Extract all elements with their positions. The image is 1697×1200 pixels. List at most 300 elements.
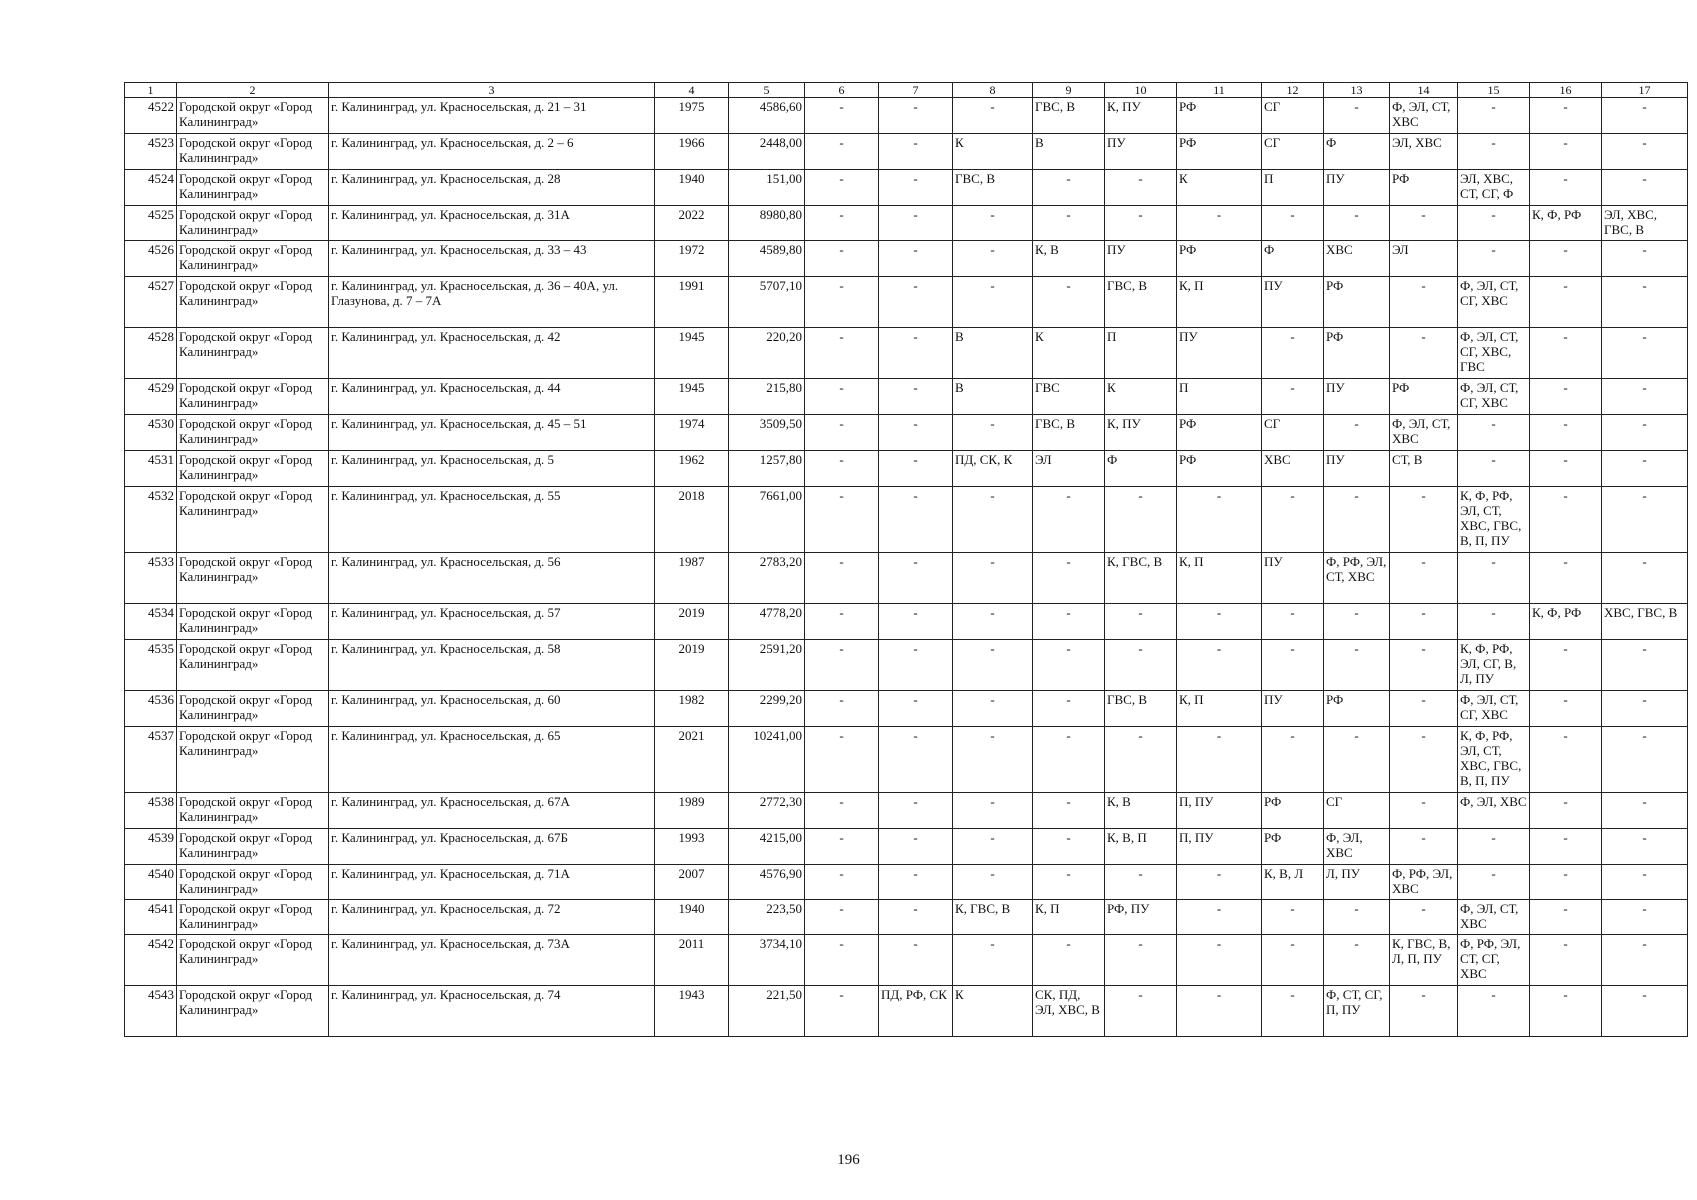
municipality-cell: Городской округ «Город Калининград» [177,134,329,170]
work-period-cell: - [1324,900,1390,935]
work-period-cell: К, П [1033,900,1105,935]
work-period-cell: РФ [1324,328,1390,379]
work-period-cell: - [805,640,879,691]
table-row [125,487,1688,553]
work-period-cell: - [879,829,953,865]
year-cell: 1962 [655,451,729,487]
work-period-cell: - [1177,900,1262,935]
work-period-cell: - [1105,206,1177,241]
address-cell: г. Калининград, ул. Красносельская, д. 33 – 43 [329,241,655,277]
work-period-cell: - [1177,935,1262,986]
row-number-cell: 4526 [125,241,177,277]
table-row [125,986,1688,1037]
work-period-cell: П [1105,328,1177,379]
work-period-cell: - [1458,134,1530,170]
year-cell: 1974 [655,415,729,451]
year-cell: 1993 [655,829,729,865]
row-number-cell: 4528 [125,328,177,379]
table-row [125,170,1688,206]
work-period-cell: - [1602,727,1688,793]
municipality-cell: Городской округ «Город Калининград» [177,604,329,640]
column-number-header: 17 [1602,83,1688,98]
year-cell: 2021 [655,727,729,793]
table-row [125,206,1688,241]
work-period-cell: ГВС, В [953,170,1033,206]
address-cell: г. Калининград, ул. Красносельская, д. 28 [329,170,655,206]
column-number-header: 12 [1262,83,1324,98]
area-cell: 221,50 [729,986,805,1037]
work-period-cell: Ф, РФ, ЭЛ, СТ, ХВС [1324,553,1390,604]
table-row [125,451,1688,487]
work-period-cell: - [1033,604,1105,640]
year-cell: 2022 [655,206,729,241]
row-number-cell: 4539 [125,829,177,865]
work-period-cell: Ф, ЭЛ, ХВС [1324,829,1390,865]
work-period-cell: К [1177,170,1262,206]
work-period-cell: - [1530,98,1602,134]
work-period-cell: ПУ [1105,241,1177,277]
address-cell: г. Калининград, ул. Красносельская, д. 31А [329,206,655,241]
work-period-cell: - [1033,277,1105,328]
column-number-header: 13 [1324,83,1390,98]
work-period-cell: - [1324,206,1390,241]
address-cell: г. Калининград, ул. Красносельская, д. 73А [329,935,655,986]
work-period-cell: - [1530,487,1602,553]
work-period-cell: - [953,604,1033,640]
work-period-cell: ХВС [1262,451,1324,487]
column-number-header: 4 [655,83,729,98]
address-cell: г. Калининград, ул. Красносельская, д. 44 [329,379,655,415]
work-period-cell: - [805,328,879,379]
work-period-cell: - [1033,793,1105,829]
work-period-cell: - [1324,727,1390,793]
work-period-cell: Ф, ЭЛ, ХВС [1458,793,1530,829]
work-period-cell: - [953,241,1033,277]
year-cell: 2007 [655,865,729,900]
work-period-cell: - [805,487,879,553]
work-period-cell: В [1033,134,1105,170]
work-period-cell: ХВС, ГВС, В [1602,604,1688,640]
municipality-cell: Городской округ «Город Калининград» [177,487,329,553]
work-period-cell: - [1177,640,1262,691]
work-period-cell: К, П [1177,553,1262,604]
table-row [125,379,1688,415]
table-row [125,604,1688,640]
work-period-cell: - [1262,487,1324,553]
area-cell: 3509,50 [729,415,805,451]
table-row [125,328,1688,379]
work-period-cell: - [1530,379,1602,415]
municipality-cell: Городской округ «Город Калининград» [177,170,329,206]
address-cell: г. Калининград, ул. Красносельская, д. 36 – 40А, ул. Глазунова, д. 7 – 7А [329,277,655,328]
work-period-cell: В [953,379,1033,415]
work-period-cell: ЭЛ, ХВС, ГВС, В [1602,206,1688,241]
work-period-cell: ПУ [1262,277,1324,328]
work-period-cell: П, ПУ [1177,829,1262,865]
work-period-cell: - [1105,170,1177,206]
work-period-cell: ГВС, В [1105,277,1177,328]
address-cell: г. Калининград, ул. Красносельская, д. 65 [329,727,655,793]
address-cell: г. Калининград, ул. Красносельская, д. 5 [329,451,655,487]
work-period-cell: - [1458,986,1530,1037]
work-period-cell: - [805,379,879,415]
row-number-cell: 4542 [125,935,177,986]
work-period-cell: - [1177,727,1262,793]
work-period-cell: - [1602,98,1688,134]
work-period-cell: РФ [1177,451,1262,487]
municipality-cell: Городской округ «Город Калининград» [177,865,329,900]
row-number-cell: 4534 [125,604,177,640]
area-cell: 151,00 [729,170,805,206]
address-cell: г. Калининград, ул. Красносельская, д. 72 [329,900,655,935]
work-period-cell: РФ [1390,379,1458,415]
work-period-cell: - [1033,206,1105,241]
work-period-cell: - [1177,487,1262,553]
work-period-cell: - [1324,604,1390,640]
work-period-cell: СГ [1262,98,1324,134]
column-number-header: 1 [125,83,177,98]
work-period-cell: - [1390,487,1458,553]
work-period-cell: - [1177,986,1262,1037]
work-period-cell: Ф, ЭЛ, СТ, ХВС [1390,98,1458,134]
work-period-cell: - [1177,865,1262,900]
work-period-cell: - [1390,986,1458,1037]
work-period-cell: - [1324,415,1390,451]
year-cell: 1943 [655,986,729,1037]
row-number-cell: 4525 [125,206,177,241]
work-period-cell: - [1324,935,1390,986]
work-period-cell: - [1602,640,1688,691]
work-period-cell: - [1262,379,1324,415]
work-period-cell: - [953,415,1033,451]
address-cell: г. Калининград, ул. Красносельская, д. 74 [329,986,655,1037]
address-cell: г. Калининград, ул. Красносельская, д. 71А [329,865,655,900]
work-period-cell: - [1033,553,1105,604]
work-period-cell: - [805,277,879,328]
work-period-cell: - [805,170,879,206]
work-period-cell: К [1033,328,1105,379]
work-period-cell: - [1033,487,1105,553]
work-period-cell: - [953,640,1033,691]
table-row [125,640,1688,691]
row-number-cell: 4543 [125,986,177,1037]
area-cell: 7661,00 [729,487,805,553]
row-number-cell: 4523 [125,134,177,170]
year-cell: 1991 [655,277,729,328]
work-period-cell: ПД, СК, К [953,451,1033,487]
work-period-cell: К, Ф, РФ, ЭЛ, СТ, ХВС, ГВС, В, П, ПУ [1458,727,1530,793]
area-cell: 4778,20 [729,604,805,640]
column-number-header: 8 [953,83,1033,98]
work-period-cell: ГВС, В [1033,98,1105,134]
year-cell: 1972 [655,241,729,277]
work-period-cell: К [1105,379,1177,415]
area-cell: 3734,10 [729,935,805,986]
work-period-cell: - [953,935,1033,986]
area-cell: 2783,20 [729,553,805,604]
work-period-cell: - [879,865,953,900]
column-number-header: 7 [879,83,953,98]
work-period-cell: - [805,727,879,793]
address-cell: г. Калининград, ул. Красносельская, д. 2 – 6 [329,134,655,170]
area-cell: 5707,10 [729,277,805,328]
work-period-cell: К, В [1105,793,1177,829]
row-number-cell: 4530 [125,415,177,451]
work-period-cell: К, П [1177,691,1262,727]
work-period-cell: - [1390,277,1458,328]
work-period-cell: - [1458,98,1530,134]
work-period-cell: - [1262,935,1324,986]
work-period-cell: - [1105,986,1177,1037]
work-period-cell: - [953,829,1033,865]
work-period-cell: - [879,935,953,986]
address-cell: г. Калининград, ул. Красносельская, д. 42 [329,328,655,379]
work-period-cell: ГВС [1033,379,1105,415]
work-period-cell: - [1458,206,1530,241]
work-period-cell: К, ПУ [1105,415,1177,451]
work-period-cell: - [1530,241,1602,277]
row-number-cell: 4527 [125,277,177,328]
work-period-cell: - [805,553,879,604]
table-row [125,900,1688,935]
year-cell: 1989 [655,793,729,829]
work-period-cell: П, ПУ [1177,793,1262,829]
work-period-cell: - [1033,829,1105,865]
work-period-cell: - [1530,935,1602,986]
work-period-cell: РФ [1177,134,1262,170]
work-period-cell: СГ [1262,134,1324,170]
column-number-header: 3 [329,83,655,98]
work-period-cell: ПУ [1324,379,1390,415]
year-cell: 2011 [655,935,729,986]
work-period-cell: К, В, Л [1262,865,1324,900]
column-number-header: 14 [1390,83,1458,98]
work-period-cell: К, ГВС, В, Л, П, ПУ [1390,935,1458,986]
year-cell: 1966 [655,134,729,170]
work-period-cell: - [1602,328,1688,379]
row-number-cell: 4529 [125,379,177,415]
work-period-cell: - [1602,691,1688,727]
work-period-cell: - [805,98,879,134]
work-period-cell: - [879,241,953,277]
work-period-cell: - [1390,604,1458,640]
work-period-cell: ЭЛ [1390,241,1458,277]
work-period-cell: - [1530,553,1602,604]
work-period-cell: РФ [1390,170,1458,206]
work-period-cell: - [1033,727,1105,793]
work-period-cell: - [879,691,953,727]
work-period-cell: - [805,241,879,277]
work-period-cell: - [953,793,1033,829]
work-period-cell: - [1530,640,1602,691]
work-period-cell: - [879,206,953,241]
table-row [125,241,1688,277]
work-period-cell: - [1602,793,1688,829]
work-period-cell: - [1105,604,1177,640]
work-period-cell: - [1390,553,1458,604]
work-period-cell: - [805,900,879,935]
municipality-cell: Городской округ «Город Калининград» [177,451,329,487]
municipality-cell: Городской округ «Город Калининград» [177,206,329,241]
column-number-header-row [125,83,1688,98]
work-period-cell: - [1324,640,1390,691]
work-period-cell: Ф, ЭЛ, СТ, СГ, ХВС [1458,379,1530,415]
work-period-cell: - [879,553,953,604]
work-period-cell: - [1390,829,1458,865]
work-period-cell: - [1033,865,1105,900]
year-cell: 1982 [655,691,729,727]
work-period-cell: - [1458,451,1530,487]
work-period-cell: - [1390,727,1458,793]
work-period-cell: ЭЛ, ХВС [1390,134,1458,170]
work-period-cell: - [1390,640,1458,691]
work-period-cell: - [879,379,953,415]
work-period-cell: - [1324,98,1390,134]
work-period-cell: - [1390,691,1458,727]
work-period-cell: Ф, ЭЛ, СТ, СГ, ХВС [1458,277,1530,328]
municipality-cell: Городской округ «Город Калининград» [177,379,329,415]
column-number-header: 15 [1458,83,1530,98]
data-table [124,82,1688,1037]
work-period-cell: - [1262,986,1324,1037]
area-cell: 2299,20 [729,691,805,727]
work-period-cell: - [805,829,879,865]
work-period-cell: - [879,604,953,640]
table-row [125,415,1688,451]
municipality-cell: Городской округ «Город Калининград» [177,727,329,793]
column-number-header: 10 [1105,83,1177,98]
work-period-cell: ГВС, В [1033,415,1105,451]
work-period-cell: - [1262,604,1324,640]
year-cell: 2019 [655,640,729,691]
year-cell: 2019 [655,604,729,640]
work-period-cell: - [805,134,879,170]
municipality-cell: Городской округ «Город Калининград» [177,793,329,829]
work-period-cell: - [1105,640,1177,691]
municipality-cell: Городской округ «Город Калининград» [177,415,329,451]
work-period-cell: - [879,900,953,935]
work-period-cell: - [1530,793,1602,829]
work-period-cell: - [1602,277,1688,328]
work-period-cell: СГ [1262,415,1324,451]
work-period-cell: К, Ф, РФ [1530,604,1602,640]
work-period-cell: - [879,134,953,170]
work-period-cell: Ф, РФ, ЭЛ, СТ, СГ, ХВС [1458,935,1530,986]
work-period-cell: - [1530,986,1602,1037]
work-period-cell: - [1105,727,1177,793]
area-cell: 4576,90 [729,865,805,900]
work-period-cell: К, ГВС, В [1105,553,1177,604]
work-period-cell: - [953,98,1033,134]
column-number-header: 11 [1177,83,1262,98]
work-period-cell: - [1530,727,1602,793]
work-period-cell: - [805,415,879,451]
work-period-cell: - [1262,640,1324,691]
work-period-cell: Ф, ЭЛ, СТ, СГ, ХВС, ГВС [1458,328,1530,379]
row-number-cell: 4524 [125,170,177,206]
address-cell: г. Калининград, ул. Красносельская, д. 67Б [329,829,655,865]
address-cell: г. Калининград, ул. Красносельская, д. 57 [329,604,655,640]
year-cell: 2018 [655,487,729,553]
column-number-header: 2 [177,83,329,98]
work-period-cell: К, П [1177,277,1262,328]
table-row [125,134,1688,170]
address-cell: г. Калининград, ул. Красносельская, д. 55 [329,487,655,553]
work-period-cell: К, ГВС, В [953,900,1033,935]
municipality-cell: Городской округ «Город Калининград» [177,328,329,379]
work-period-cell: П [1262,170,1324,206]
work-period-cell: - [1390,206,1458,241]
work-period-cell: - [1390,793,1458,829]
municipality-cell: Городской округ «Город Калининград» [177,986,329,1037]
work-period-cell: - [879,98,953,134]
work-period-cell: - [879,415,953,451]
area-cell: 2448,00 [729,134,805,170]
work-period-cell: - [805,865,879,900]
row-number-cell: 4537 [125,727,177,793]
municipality-cell: Городской округ «Город Калининград» [177,829,329,865]
work-period-cell: - [879,640,953,691]
address-cell: г. Калининград, ул. Красносельская, д. 67А [329,793,655,829]
work-period-cell: Ф, ЭЛ, СТ, ХВС [1458,900,1530,935]
work-period-cell: - [879,727,953,793]
work-period-cell: - [1530,277,1602,328]
work-period-cell: - [1390,328,1458,379]
work-period-cell: СТ, В [1390,451,1458,487]
work-period-cell: - [1033,640,1105,691]
column-number-header: 9 [1033,83,1105,98]
work-period-cell: - [1602,900,1688,935]
work-period-cell: - [1177,604,1262,640]
work-period-cell: Ф, СТ, СГ, П, ПУ [1324,986,1390,1037]
work-period-cell: ПУ [1262,691,1324,727]
year-cell: 1945 [655,328,729,379]
table-body [125,98,1688,1037]
row-number-cell: 4532 [125,487,177,553]
work-period-cell: ПУ [1262,553,1324,604]
municipality-cell: Городской округ «Город Калининград» [177,241,329,277]
work-period-cell: - [1602,415,1688,451]
work-period-cell: - [879,170,953,206]
work-period-cell: СГ [1324,793,1390,829]
year-cell: 1987 [655,553,729,604]
area-cell: 8980,80 [729,206,805,241]
municipality-cell: Городской округ «Город Калининград» [177,98,329,134]
work-period-cell: - [1262,900,1324,935]
work-period-cell: - [1458,241,1530,277]
work-period-cell: К [953,134,1033,170]
work-period-cell: К, Ф, РФ [1530,206,1602,241]
work-period-cell: - [805,604,879,640]
work-period-cell: РФ [1177,241,1262,277]
work-period-cell: Ф [1262,241,1324,277]
work-period-cell: - [1262,328,1324,379]
work-period-cell: В [953,328,1033,379]
work-period-cell: П [1177,379,1262,415]
area-cell: 220,20 [729,328,805,379]
work-period-cell: - [953,206,1033,241]
work-period-cell: - [1033,691,1105,727]
work-period-cell: - [953,865,1033,900]
area-cell: 4215,00 [729,829,805,865]
table-row [125,935,1688,986]
work-period-cell: - [805,691,879,727]
row-number-cell: 4540 [125,865,177,900]
work-period-cell: - [953,487,1033,553]
work-period-cell: ПУ [1177,328,1262,379]
work-period-cell: Ф, РФ, ЭЛ, ХВС [1390,865,1458,900]
work-period-cell: СК, ПД, ЭЛ, ХВС, В [1033,986,1105,1037]
